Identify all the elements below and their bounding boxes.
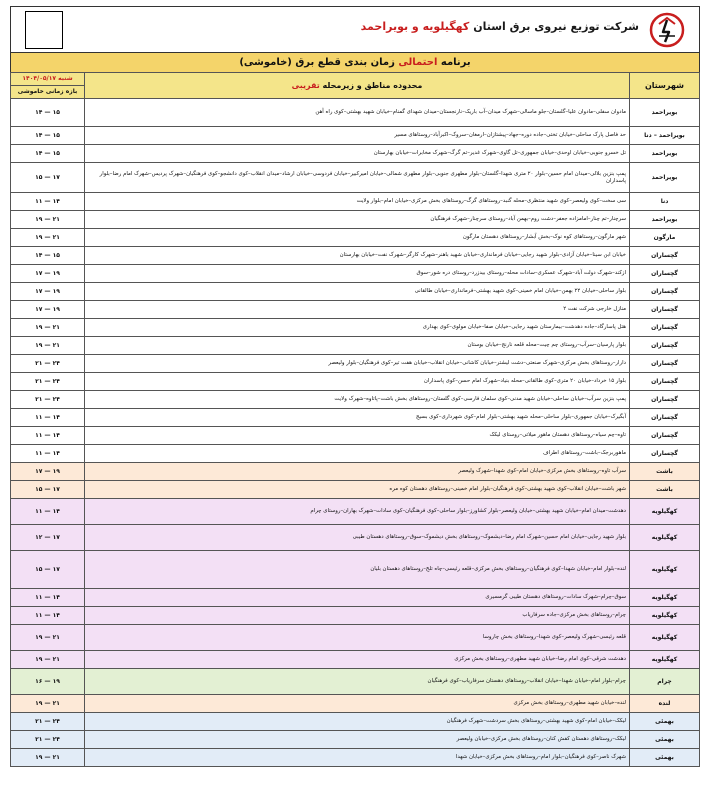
row-city-cell: چرام — [630, 669, 700, 695]
table-row — [11, 301, 700, 319]
row-city-cell: بهمئی — [630, 731, 700, 749]
outage-table — [10, 72, 700, 767]
table-row — [11, 283, 700, 301]
row-city-cell: کهگیلویه — [630, 651, 700, 669]
row-time-cell: ۱۱ — ۱۴ — [11, 607, 85, 625]
row-areas-cell: چرام–بلوار امام–خیابان شهدا–خیابان انقلاب–روستاهای دهستان سرفاریاب–کوی فرهنگیان — [85, 669, 630, 695]
row-city-cell: کهگیلویه — [630, 551, 700, 589]
row-time-cell: ۱۲ — ۱۷ — [11, 525, 85, 551]
row-time-cell: ۱۷ — ۱۹ — [11, 265, 85, 283]
table-row — [11, 373, 700, 391]
row-areas-cell: سوق–چرام–شهرک سادات–روستاهای دهستان طیبی گرمسیری — [85, 589, 630, 607]
row-city-cell: کهگیلویه — [630, 499, 700, 525]
row-city-cell: کهگیلویه — [630, 525, 700, 551]
table-row — [11, 499, 700, 525]
title-prefix: برنامه — [440, 57, 471, 68]
table-row — [11, 193, 700, 211]
areas-header-highlight: تقریبی — [291, 81, 320, 90]
table-row — [11, 445, 700, 463]
row-city-cell: گچساران — [630, 427, 700, 445]
row-city-cell: گچساران — [630, 337, 700, 355]
row-areas-cell: تل خسرو جنوبی–خیابان اوحدی–خیابان جمهوری–تل گاوی–شهرک غدیر–تم گرگ–شهرک مخابرات–خیابان بهارستان — [85, 145, 630, 163]
table-row — [11, 625, 700, 651]
row-city-cell: بویراحمد — [630, 211, 700, 229]
row-areas-cell: دهدشت–میدان امام–خیابان شهید بهشتی–خیابان ولیعصر–بلوار کشاورز–بلوار ساحلی–کوی فرهنگیان–کوی سادات–شهرک بهاران–روستای چرام — [85, 499, 630, 525]
row-time-cell: ۱۹ — ۲۱ — [11, 651, 85, 669]
title-suffix: زمان بندی قطع برق (خاموشی) — [239, 57, 395, 68]
row-areas-cell: دارار–روستاهای بخش مرکزی–شهرک صنعتی–دشت لیشتر–خیابان کاشانی–خیابان انقلاب–خیابان هفت تیر–کوی فرهنگیان–بلوار ولیعصر — [85, 355, 630, 373]
outage-schedule-sheet — [10, 6, 700, 791]
table-row — [11, 463, 700, 481]
row-areas-cell: چرام–روستاهای بخش مرکزی–جاده سرفاریاب — [85, 607, 630, 625]
row-city-cell: باشت — [630, 463, 700, 481]
table-row — [11, 247, 700, 265]
row-areas-cell: لیکک–روستاهای دهستان کفش کنان–روستاهای بخش مرکزی–خیابان ولیعصر — [85, 731, 630, 749]
row-time-cell: ۱۵ — ۱۷ — [11, 163, 85, 193]
row-time-cell: ۲۱ — ۲۴ — [11, 373, 85, 391]
table-row — [11, 391, 700, 409]
table-row — [11, 229, 700, 247]
row-areas-cell: بلوار شهید رجایی–خیابان امام حسین–شهرک امام رضا–دیشموک–روستاهای بخش دیشموک–سوق–روستاهای دهستان طیبی — [85, 525, 630, 551]
row-time-cell: ۲۱ — ۲۴ — [11, 355, 85, 373]
date-label: شنبه ۱۴۰۴/۰۵/۱۷ — [11, 73, 84, 86]
company-name — [361, 20, 639, 33]
table-row — [11, 669, 700, 695]
row-time-cell: ۱۱ — ۱۴ — [11, 499, 85, 525]
row-city-cell: دنا — [630, 193, 700, 211]
row-areas-cell: خیابان ابن سینا–خیابان آزادی–بلوار شهید رجایی–خیابان فرمانداری–خیابان شهید باهنر–شهرک کارگر–شهرک نفت–خیابان بهارستان — [85, 247, 630, 265]
row-city-cell: گچساران — [630, 247, 700, 265]
table-row — [11, 145, 700, 163]
table-row — [11, 695, 700, 713]
table-row — [11, 731, 700, 749]
row-city-cell: کهگیلویه — [630, 607, 700, 625]
row-city-cell: کهگیلویه — [630, 625, 700, 651]
table-row — [11, 355, 700, 373]
row-city-cell: گچساران — [630, 355, 700, 373]
table-row — [11, 127, 700, 145]
row-areas-cell: لنده–خیابان شهید مطهری–روستاهای بخش مرکزی — [85, 695, 630, 713]
row-areas-cell: شهر مارگون–روستاهای کوه نوک–بخش آبشار–روستاهای دهستان مارگون — [85, 229, 630, 247]
table-row — [11, 651, 700, 669]
row-areas-cell: بلوار ۱۵ خرداد–خیابان ۲۰ متری–کوی طالقانی–محله بنیاد–شهرک امام حسن–کوی پاسداران — [85, 373, 630, 391]
row-time-cell: ۱۹ — ۲۱ — [11, 211, 85, 229]
row-time-cell: ۱۴ — ۱۵ — [11, 247, 85, 265]
row-areas-cell: بلوار ساحلی–خیابان ۲۲ بهمن–خیابان امام خمینی–کوی شهید بهشتی–فرمانداری–خیابان طالقانی — [85, 283, 630, 301]
row-areas-cell: منازل خارجی شرکت نفت ۲ — [85, 301, 630, 319]
row-time-cell: ۱۱ — ۱۴ — [11, 193, 85, 211]
time-header-label: بازه زمانی خاموشی — [17, 88, 78, 95]
row-areas-cell: سی سخت–کوی ولیعصر–کوی شهید منتظری–محله گنبد–روستاهای گرگ–روستاهای بخش مرکزی–خیابان امام–بلوار ولایت — [85, 193, 630, 211]
row-time-cell: ۱۴ — ۱۵ — [11, 127, 85, 145]
company-prefix: شرکت توزیع نیروی برق استان — [473, 20, 639, 33]
row-time-cell: ۱۶ — ۱۹ — [11, 669, 85, 695]
power-company-logo-icon — [649, 12, 685, 48]
row-time-cell: ۲۱ — ۲۴ — [11, 391, 85, 409]
document-header — [10, 6, 700, 52]
row-city-cell: بهمئی — [630, 749, 700, 767]
row-areas-cell: ماهوربرجک–باشت–روستاهای اطراف — [85, 445, 630, 463]
row-time-cell: ۲۱ — ۲۴ — [11, 731, 85, 749]
table-row — [11, 211, 700, 229]
row-city-cell: بویراحمد — [630, 145, 700, 163]
row-city-cell: گچساران — [630, 265, 700, 283]
table-row — [11, 427, 700, 445]
row-time-cell: ۱۷ — ۱۹ — [11, 301, 85, 319]
areas-header-prefix: محدوده مناطق و زیرمحله — [322, 81, 423, 90]
table-row — [11, 607, 700, 625]
table-row — [11, 551, 700, 589]
row-areas-cell: حد فاصل پارک ساحلی–خیابان تختی–جاده دوره–جهاد–پیشتازان–ارمغان–سروک–اکبرآباد–روستاهای مسیر — [85, 127, 630, 145]
row-time-cell: ۱۵ — ۱۷ — [11, 551, 85, 589]
row-areas-cell: شهرک ناصر–کوی فرهنگیان–بلوار امام–روستاهای بخش مرکزی–خیابان شهدا — [85, 749, 630, 767]
row-city-cell: گچساران — [630, 283, 700, 301]
company-province: کهگیلویه و بویراحمد — [360, 20, 470, 33]
row-time-cell: ۱۹ — ۲۱ — [11, 695, 85, 713]
row-time-cell: ۱۹ — ۲۱ — [11, 625, 85, 651]
row-areas-cell: دهدشت شرقی–کوی امام رضا–خیابان شهید مطهری–روستاهای بخش مرکزی — [85, 651, 630, 669]
row-city-cell: کهگیلویه — [630, 589, 700, 607]
row-city-cell: لنده — [630, 695, 700, 713]
qr-code — [25, 11, 63, 49]
row-time-cell: ۱۷ — ۱۹ — [11, 463, 85, 481]
row-areas-cell: سرآب تاوه–روستاهای بخش مرکزی–خیابان امام–کوی شهدا–شهرک ولیعصر — [85, 463, 630, 481]
row-time-cell: ۱۹ — ۲۱ — [11, 337, 85, 355]
row-city-cell: گچساران — [630, 373, 700, 391]
row-areas-cell: ازکند–شهرک دولت آباد–شهرک عسکری–سادات محله–روستای بیدزرد–روستای دره شور–سوق — [85, 265, 630, 283]
title-highlight: احتمالی — [398, 57, 438, 68]
row-areas-cell: تاوه–چم سیاه–روستاهای دهستان ماهور میلاتی–روستای لیکک — [85, 427, 630, 445]
row-time-cell: ۲۱ — ۲۴ — [11, 713, 85, 731]
row-areas-cell: آبگیرک–خیابان جمهوری–بلوار ساحلی–محله شهید بهشتی–بلوار امام–کوی شهرداری–کوی بسیج — [85, 409, 630, 427]
row-city-cell: باشت — [630, 481, 700, 499]
table-row — [11, 749, 700, 767]
row-city-cell: گچساران — [630, 409, 700, 427]
row-time-cell: ۱۴ — ۱۵ — [11, 145, 85, 163]
row-time-cell: ۱۱ — ۱۴ — [11, 589, 85, 607]
row-time-cell: ۱۹ — ۲۱ — [11, 319, 85, 337]
row-city-cell: بهمئی — [630, 713, 700, 731]
table-row — [11, 713, 700, 731]
row-areas-cell: شهر باشت–خیابان انقلاب–کوی شهید بهشتی–کوی فرهنگیان–بلوار امام خمینی–روستاهای دهستان کوه مره — [85, 481, 630, 499]
row-areas-cell: بلوار پارسیان–سرآب–روستای چم چیت–محله قلعه نارنج–خیابان بوستان — [85, 337, 630, 355]
table-row — [11, 265, 700, 283]
table-header-row — [11, 73, 700, 99]
schedule-title — [10, 52, 700, 72]
row-areas-cell: پمپ بنزین بلالی–میدان امام حسین–بلوار ۲۰ متری شهدا–گلستان–بلوار مطهری جنوبی–بلوار مطهری شمالی–خیابان امیرکبیر–خیابان فردوسی–خیابان ارشاد–میدان انقلاب–کوی دانشجو–کوی فرهنگیان–شهرک پردیس–شهرک امام رضا–بلوار پاسداران — [85, 163, 630, 193]
row-time-cell: ۱۱ — ۱۴ — [11, 445, 85, 463]
table-row — [11, 409, 700, 427]
row-areas-cell: قلعه رئیسی–شهرک ولیعصر–کوی شهدا–روستاهای بخش چاروسا — [85, 625, 630, 651]
column-header-areas — [85, 73, 630, 99]
row-areas-cell: هتل پاسارگاد–جاده دهدشت–بیمارستان شهید رجایی–خیابان صفا–خیابان مولوی–کوی بهداری — [85, 319, 630, 337]
row-city-cell: بویراحمد — [630, 163, 700, 193]
row-city-cell: مارگون — [630, 229, 700, 247]
row-time-cell: ۱۵ — ۱۷ — [11, 481, 85, 499]
row-time-cell: ۱۷ — ۱۹ — [11, 283, 85, 301]
row-areas-cell: مادوان سفلی–مادوان علیا–گلستان–جلو ماسالی–شهرک میدان–آب باریک–نارنجستان–میدان شهدای گمنام–خیابان شهید بهشتی–کوی راه آهن — [85, 99, 630, 127]
row-time-cell: ۱۱ — ۱۴ — [11, 409, 85, 427]
row-areas-cell: لیکک–خیابان امام–کوی شهید بهشتی–روستاهای بخش سردشت–شهرک فرهنگیان — [85, 713, 630, 731]
row-areas-cell: پمپ بنزین سرآب–خیابان ساحلی–خیابان شهید مدنی–کوی سلمان فارسی–کوی گلستان–روستاهای بخش باشت–پاتاوه–شهرک ولایت — [85, 391, 630, 409]
row-time-cell: ۱۹ — ۲۱ — [11, 229, 85, 247]
row-city-cell: بویراحمد — [630, 99, 700, 127]
row-city-cell: گچساران — [630, 445, 700, 463]
table-body — [11, 99, 700, 767]
table-row — [11, 337, 700, 355]
table-row — [11, 163, 700, 193]
row-areas-cell: لنده–بلوار امام–خیابان شهدا–کوی فرهنگیان–روستاهای بخش مرکزی–قلعه رئیسی–چاه تلخ–روستاهای دهستان بلیان — [85, 551, 630, 589]
column-header-city: شهرستان — [630, 73, 700, 99]
table-row — [11, 99, 700, 127]
row-areas-cell: سرچنار–تم چنار–امامزاده جعفر–دشت روم–بهمن آباد–روستای سرچنار–شهرک فرهنگیان — [85, 211, 630, 229]
table-row — [11, 319, 700, 337]
row-city-cell: گچساران — [630, 391, 700, 409]
table-row — [11, 525, 700, 551]
table-row — [11, 589, 700, 607]
row-city-cell: گچساران — [630, 319, 700, 337]
row-time-cell: ۱۹ — ۲۱ — [11, 749, 85, 767]
row-city-cell: بویراحمد – دنا — [630, 127, 700, 145]
row-city-cell: گچساران — [630, 301, 700, 319]
row-time-cell: ۱۴ — ۱۵ — [11, 99, 85, 127]
column-header-time — [11, 73, 85, 99]
row-time-cell: ۱۱ — ۱۴ — [11, 427, 85, 445]
table-row — [11, 481, 700, 499]
